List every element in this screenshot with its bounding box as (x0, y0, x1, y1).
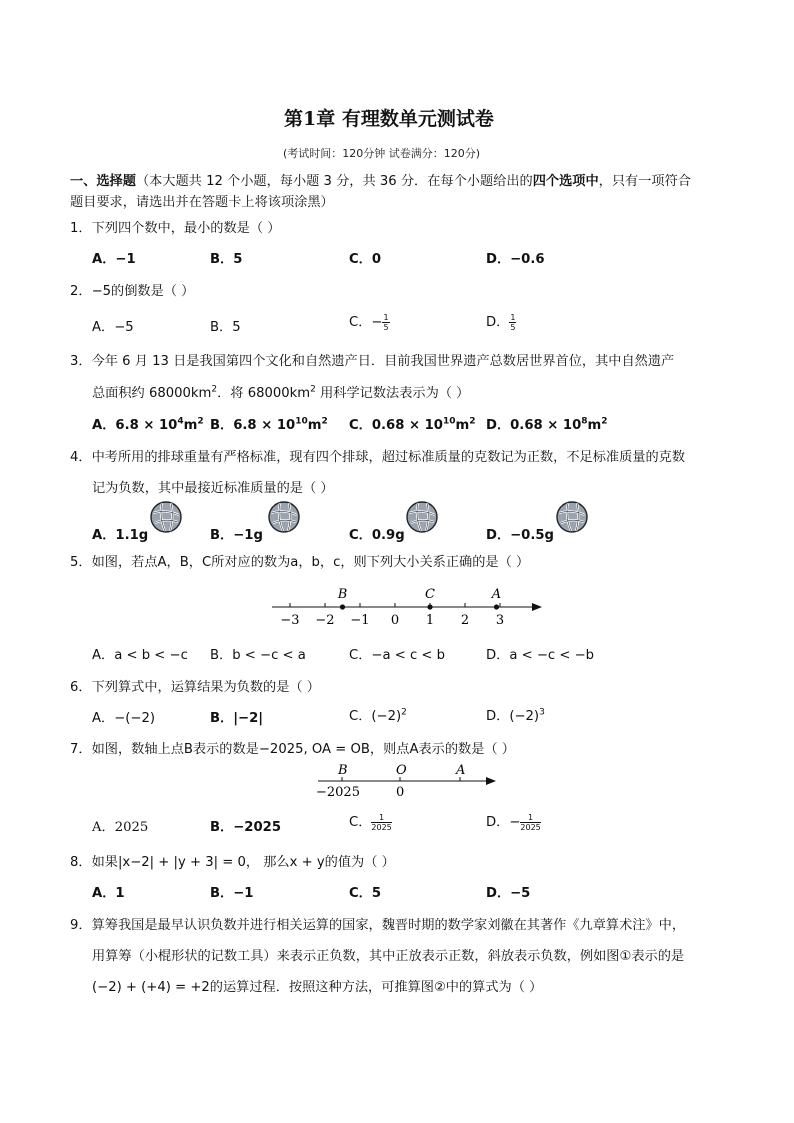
q2-fraction-c: $\frac{1}{5}$ (383, 312, 389, 332)
q4-option-d[interactable]: D．−0.5g (486, 528, 554, 543)
point-c (427, 604, 432, 609)
tick-label: −1 (350, 613, 370, 628)
tick-label: −2 (315, 613, 335, 628)
q7-option-a[interactable]: A．2025 (92, 820, 149, 835)
section-instructions-end: ，只有一项符合 (598, 174, 691, 189)
q7-option-b[interactable]: B．−2025 (210, 820, 281, 835)
q5-option-c[interactable]: C．−a < c < b (349, 648, 446, 663)
q6-option-a[interactable]: A．−(−2) (92, 711, 155, 726)
q6-option-c[interactable]: C．$(-2)^2$ (349, 707, 407, 724)
q7-fraction-c: $\frac{1}{2025}$ (371, 812, 392, 832)
q7-value-b: −2025 (316, 785, 360, 800)
section-label: 一、选择题 (70, 174, 136, 189)
q3-option-a[interactable]: A．$6.8 \times 10^4m^2$ (92, 416, 204, 433)
question-1: 1．下列四个数中，最小的数是（ ） (70, 221, 281, 236)
point-label-a: A (491, 587, 502, 602)
volleyball-icon (406, 501, 438, 533)
question-6: 6．下列算式中，运算结果为负数的是（ ） (70, 680, 320, 695)
q4-option-c[interactable]: C．0.9g (349, 528, 405, 543)
q1-option-c[interactable]: C．0 (349, 252, 382, 267)
q4-option-a[interactable]: A．1.1g (92, 528, 149, 543)
q6-option-d[interactable]: D．$(-2)^3$ (486, 707, 545, 724)
q7-label-o: O (396, 763, 407, 778)
question-9-line1: 9．算筹我国是最早认识负数并进行相关运算的国家，魏晋时期的数学家刘徽在其著作《九章算术注》中， (70, 918, 686, 933)
q4-option-b[interactable]: B．−1g (210, 528, 263, 543)
q2-option-a[interactable]: A．−5 (92, 320, 134, 335)
point-label-b: B (337, 587, 348, 602)
question-5: 5．如图，若点A，B，C所对应的数为a，b，c，则下列大小关系正确的是（ ） (70, 555, 530, 570)
question-3-line1: 3．今年 6 月 13 日是我国第四个文化和自然遗产日．目前我国世界遗产总数居世界首位，其中自然遗产 (70, 354, 675, 369)
q5-option-a[interactable]: A．a < b < −c (92, 648, 188, 663)
q1-option-b[interactable]: B．5 (210, 252, 243, 267)
question-8: 8．如果|x−2| + |y + 3| = 0， 那么x + y的值为（ ） (70, 855, 395, 870)
question-4-line1: 4．中考所用的排球重量有严格标准，现有四个排球，超过标准质量的克数记为正数，不足标准质量的克数 (70, 450, 686, 465)
q2-option-d-label: D． (486, 315, 510, 330)
q2-option-c-label: C．− (349, 315, 383, 330)
exam-info: (考试时间：120分钟 试卷满分：120分) (283, 147, 481, 160)
q7-label-a: A (456, 763, 466, 778)
question-3-line2: 总面积约 $68000km^2$．将 $68000km^2$ 用科学记数法表示为（ ） (92, 384, 470, 401)
section-heading (70, 170, 691, 189)
point-label-c: C (425, 587, 435, 602)
q7-value-o: 0 (396, 785, 405, 800)
q2-option-d[interactable] (486, 311, 516, 332)
q2-option-c[interactable] (349, 311, 390, 332)
q7-fraction-d: $\frac{1}{2025}$ (520, 812, 541, 832)
tick-label: 0 (390, 613, 400, 628)
q3-option-c[interactable]: C．$0.68 \times 10^{10}m^2$ (349, 416, 476, 433)
q5-option-d[interactable]: D．a < −c < −b (486, 648, 595, 663)
question-9-line2: 用算筹（小棍形状的记数工具）来表示正负数，其中正放表示正数，斜放表示负数，例如图①表示的是 (92, 949, 685, 964)
question-7: 7．如图，数轴上点B表示的数是−2025, OA = OB，则点A表示的数是（ ） (70, 742, 515, 757)
tick-label: 3 (495, 613, 505, 628)
section-heading-line2: 题目要求，请选出并在答题卡上将该项涂黑） (70, 195, 334, 210)
point-a (494, 604, 499, 609)
question-4-line2: 记为负数，其中最接近标准质量的是（ ） (92, 481, 334, 496)
q5-option-b[interactable]: B．b < −c < a (210, 648, 306, 663)
section-instructions: （本大题共 12 个小题，每小题 3 分，共 36 分．在每个小题给出的 (135, 174, 533, 189)
volleyball-icon (556, 501, 588, 533)
q8-option-b[interactable]: B．−1 (210, 886, 254, 901)
q2-option-b[interactable]: B．5 (210, 320, 241, 335)
volleyball-icon (150, 501, 182, 533)
tick-label: 1 (425, 613, 435, 628)
tick-label: 2 (460, 613, 470, 628)
q2-fraction-d: $\frac{1}{5}$ (510, 312, 516, 332)
section-emphasis: 四个选项中 (532, 174, 599, 189)
number-line-q5 (268, 583, 548, 629)
q3-option-d[interactable]: D．$0.68 \times 10^8m^2$ (486, 416, 608, 433)
volleyball-icon (268, 501, 300, 533)
q7-option-d[interactable]: D．− $\frac{1}{2025}$ (486, 812, 541, 832)
q1-option-a[interactable]: A．−1 (92, 252, 136, 267)
q7-option-c[interactable]: C． $\frac{1}{2025}$ (349, 812, 392, 832)
q1-option-d[interactable]: D．−0.6 (486, 252, 545, 267)
tick-label: −3 (280, 613, 300, 628)
question-2: 2．−5的倒数是（ ） (70, 284, 195, 299)
q8-option-c[interactable]: C．5 (349, 886, 382, 901)
point-b (340, 604, 345, 609)
q6-option-b[interactable]: B．|−2| (210, 711, 264, 726)
page-title: 第1章 有理数单元测试卷 (284, 108, 494, 130)
number-line-q7 (312, 760, 502, 800)
q7-label-b: B (338, 763, 348, 778)
q3-option-b[interactable]: B．$6.8 \times 10^{10}m^2$ (210, 416, 328, 433)
q8-option-a[interactable]: A．1 (92, 886, 125, 901)
question-9-line3: (−2) + (+4) = +2的运算过程．按照这种方法，可推算图②中的算式为（ ） (92, 980, 543, 995)
q8-option-d[interactable]: D．−5 (486, 886, 531, 901)
